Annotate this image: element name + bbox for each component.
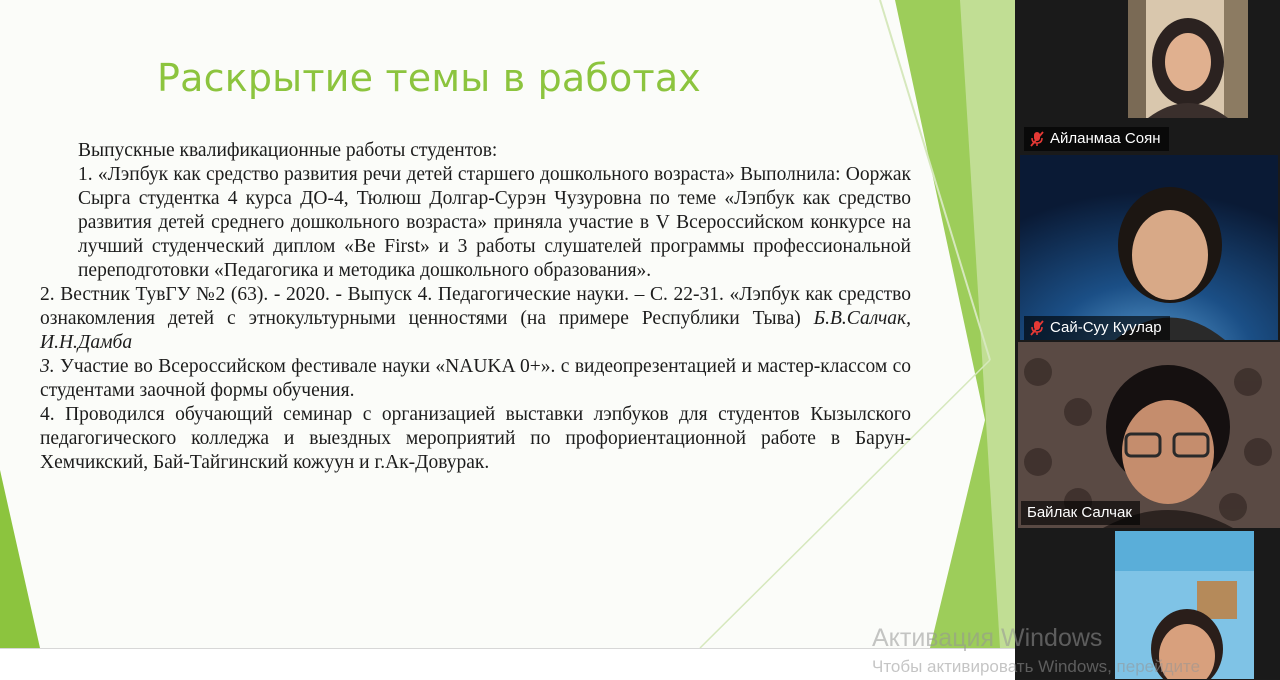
watermark-subtitle: Чтобы активировать Windows, перейдите [872, 657, 1201, 676]
person-silhouette-icon [1128, 0, 1248, 118]
participant-tile[interactable] [1020, 0, 1278, 153]
participant-name: Айланмаа Соян [1050, 130, 1161, 147]
mic-muted-icon [1030, 320, 1044, 336]
slide-item-2 [40, 283, 911, 355]
participant-name-tag [1021, 501, 1140, 525]
slide-item-4: 4. Проводился обучающий семинар с организацией выставки лэпбуков для студентов Кызылского педагогического колледжа и выездных мероприятий по профориентационной работе в Барун-Хемчикский, Бай-Тайгинский кожуун и г.Ак-Довурак. [40, 404, 911, 473]
participant-gallery[interactable] [1015, 0, 1280, 679]
slide-title: Раскрытие темы в работах [157, 56, 701, 100]
participant-tile[interactable] [1115, 531, 1254, 679]
bottom-bar [0, 648, 1015, 680]
slide-item-1: 1. «Лэпбук как средство развития речи детей старшего дошкольного возраста» Выполнила: Ооржак Сырга студентка 4 курса ДО-4, Тюлюш Долгар-Сурэн Чузуровна по теме «Лэпбук как средство развития детей среднего дошкольного возраста» приняла участие в V Всероссийском конкурсе на лучший студенческий диплом «Be First» и 3 работы слушателей программы профессиональной переподготовки «Педагогика и методика дошкольного образования». [78, 164, 911, 281]
participant-tile[interactable] [1020, 155, 1278, 340]
participant-video [1020, 155, 1278, 340]
participant-tile-active-speaker[interactable] [1018, 342, 1280, 528]
participant-video [1115, 531, 1254, 679]
slide-item-3 [40, 355, 911, 403]
slide-intro: Выпускные квалификационные работы студентов: [78, 140, 498, 161]
slide-green-corner-left [0, 470, 40, 648]
slide-item-2-text: 2. Вестник ТувГУ №2 (63). - 2020. - Выпуск 4. Педагогические науки. – С. 22-31. «Лэпбук как средство ознакомления детей с этнокультурными ценностями (на примере Республики Тыва) [40, 284, 911, 329]
person-silhouette-icon [1115, 531, 1254, 679]
slide-item-3-text: Участие во Всероссийском фестивале науки «NAUKA 0+». с видеопрезентацией и мастер-классом со студентами заочной формы обучения. [40, 356, 911, 401]
participant-name: Байлак Салчак [1027, 504, 1132, 521]
participant-name: Сай-Суу Куулар [1050, 319, 1162, 336]
mic-muted-icon [1030, 131, 1044, 147]
participant-video [1128, 0, 1248, 118]
watermark-title: Активация Windows [872, 624, 1103, 652]
person-silhouette-icon [1020, 155, 1278, 340]
participant-name-tag [1024, 316, 1170, 340]
slide-item-3-number: 3. [40, 356, 55, 377]
slide-body [40, 139, 911, 475]
participant-name-tag [1024, 127, 1169, 151]
slide-item-2-authors: Б.В.Салчак, И.Н.Дамба [40, 308, 911, 353]
